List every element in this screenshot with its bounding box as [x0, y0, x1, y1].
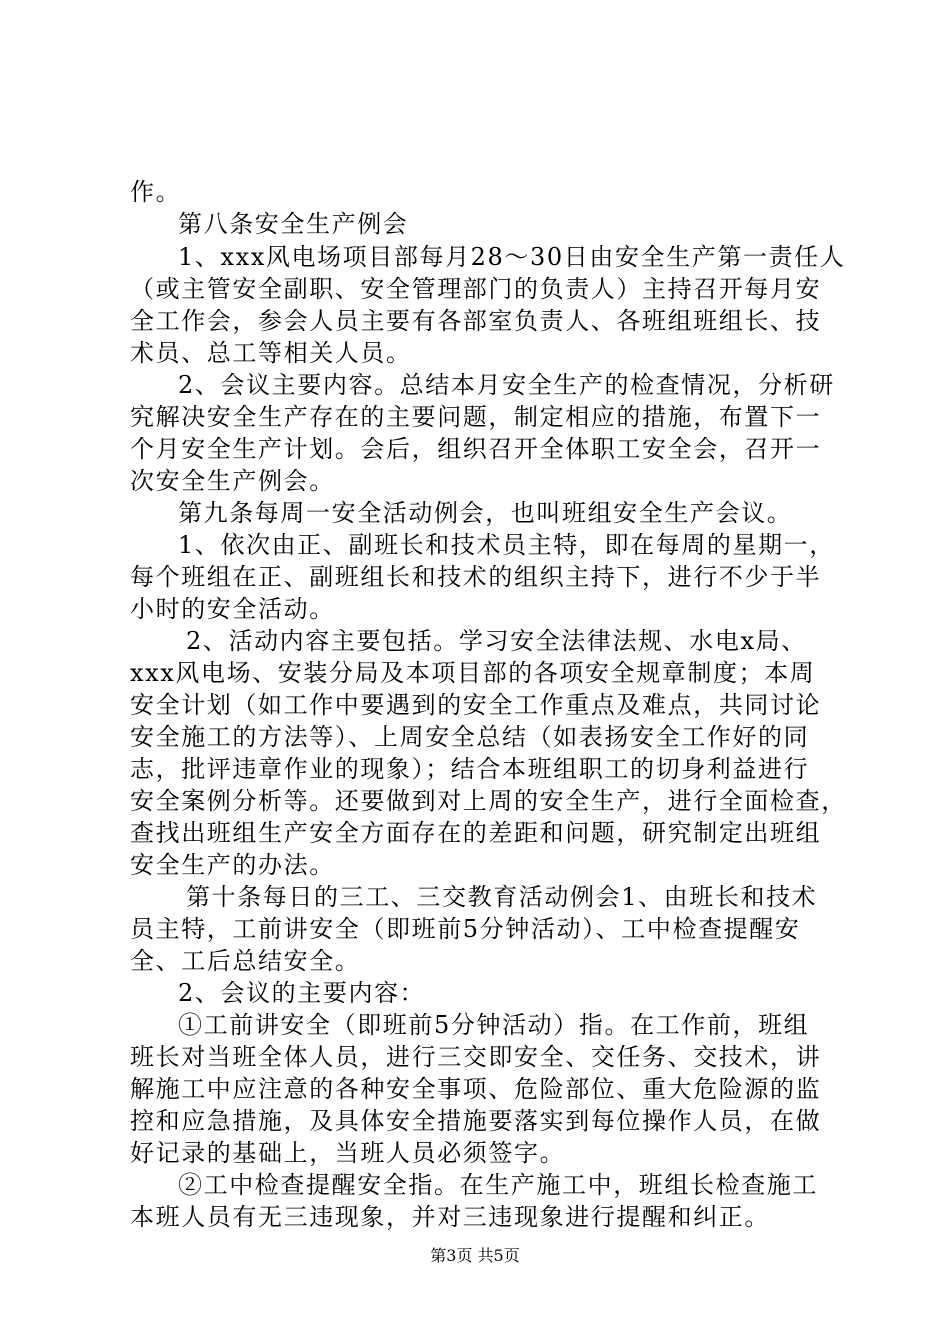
- text-line: xxx风电场、安装分局及本项目部的各项安全规章制度；本周: [130, 659, 816, 687]
- section-heading: 第八条安全生产例会: [178, 210, 409, 238]
- text-line: 班长对当班全体人员，进行三交即安全、交任务、交技术，讲: [130, 1043, 822, 1071]
- text-line: ②工中检查提醒安全指。在生产施工中，班组长检查施工: [178, 1171, 818, 1199]
- text-line: 1、依次由正、副班长和技术员主特，即在每周的星期一，: [178, 531, 835, 559]
- text-line: 小时的安全活动。: [130, 595, 335, 623]
- text-line: 员主特，工前讲安全（即班前5分钟活动）、工中检查提醒安: [130, 915, 801, 943]
- text-line: 查找出班组生产安全方面存在的差距和问题，研究制定出班组: [130, 819, 822, 847]
- text-line: 2、会议的主要内容：: [178, 979, 426, 1007]
- text-line: 究解决安全生产存在的主要问题，制定相应的措施，布置下一: [130, 403, 822, 431]
- text-line: 作。: [130, 178, 182, 206]
- text-line: 术员、总工等相关人员。: [130, 339, 412, 367]
- text-line: ①工前讲安全（即班前5分钟活动）指。在工作前，班组: [178, 1011, 810, 1039]
- page-number: 第3页 共5页: [430, 1246, 520, 1265]
- text-line: 志，批评违章作业的现象）；结合本班组职工的切身利益进行: [130, 755, 810, 783]
- section-heading: 第九条每周一安全活动例会，也叫班组安全生产会议。: [178, 499, 793, 527]
- text-line: （或主管安全副职、安全管理部门的负责人）主持召开每月安: [130, 275, 822, 303]
- section-heading: 第十条每日的三工、三交教育活动例会1、由班长和技术: [186, 883, 818, 911]
- text-line: 安全施工的方法等）、上周安全总结（如表扬安全工作好的同: [130, 723, 810, 751]
- text-line: 安全案例分析等。还要做到对上周的安全生产，进行全面检查，: [130, 787, 847, 815]
- text-line: 2、活动内容主要包括。学习安全法律法规、水电x局、: [186, 627, 807, 655]
- text-line: 全、工后总结安全。: [130, 947, 361, 975]
- text-line: 每个班组在正、副班组长和技术的组织主持下，进行不少于半: [130, 563, 822, 591]
- text-line: 2、会议主要内容。总结本月安全生产的检查情况，分析研: [178, 371, 835, 399]
- text-line: 本班人员有无三违现象，并对三违现象进行提醒和纠正。: [130, 1203, 770, 1231]
- text-line: 安全计划（如工作中要遇到的安全工作重点及难点，共同讨论: [130, 691, 822, 719]
- text-line: 解施工中应注意的各种安全事项、危险部位、重大危险源的监: [130, 1075, 822, 1103]
- text-line: 控和应急措施，及具体安全措施要落实到每位操作人员，在做: [130, 1107, 822, 1135]
- text-line: 个月安全生产计划。会后，组织召开全体职工安全会，召开一: [130, 435, 822, 463]
- text-line: 好记录的基础上，当班人员必须签字。: [130, 1139, 566, 1167]
- text-line: 安全生产的办法。: [130, 851, 335, 879]
- text-line: 次安全生产例会。: [130, 467, 335, 495]
- text-line: 全工作会，参会人员主要有各部室负责人、各班组班组长、技: [130, 307, 822, 335]
- text-line: 1、xxx风电场项目部每月28～30日由安全生产第一责任人: [178, 243, 846, 271]
